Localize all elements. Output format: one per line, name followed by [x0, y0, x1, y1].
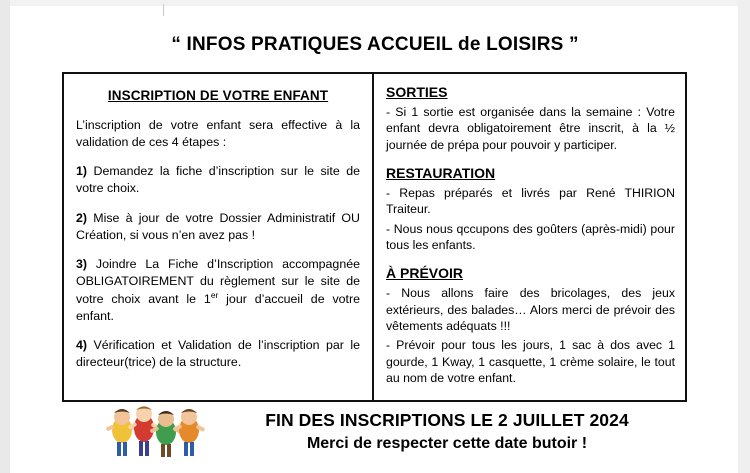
practical-info-column	[374, 74, 685, 400]
children-group-photo	[102, 404, 217, 464]
step-1-number: 1)	[76, 164, 88, 179]
a-prevoir-text-1: - Nous allons faire des bricolages, des jeux extérieurs, des balades… Alors merci de prévoir des vêtements adéquats !!!	[386, 286, 675, 334]
restauration-text-1: - Repas préparés et livrés par René THIRION Traiteur.	[386, 186, 675, 217]
step-3-text: Joindre La Fiche d’Inscription accompagnée OBLIGATOIREMENT du règlement sur le site de votre choix avant le 1er jour d’accueil de votre enfant.	[76, 257, 360, 323]
inscription-column	[64, 74, 374, 400]
restauration-heading: RESTAURATION	[386, 165, 496, 182]
inscription-step-2	[76, 210, 360, 243]
page-edge-right	[738, 0, 750, 473]
deadline-note: Merci de respecter cette date butoir !	[306, 435, 588, 452]
step-2-number: 2)	[76, 210, 88, 225]
sorties-text: - Si 1 sortie est organisée dans la semaine : Votre enfant devra obligatoirement être inscrit, à la ½ journée de prépa pour pouvoir y participer.	[386, 105, 675, 152]
inscription-step-1	[76, 163, 360, 196]
page-edge-left	[0, 0, 10, 473]
a-prevoir-text-2: - Prévoir pour tous les jours, 1 sac à dos avec 1 gourde, 1 Kway, 1 casquette, 1 crème solaire, le tout au nom de votre enfant.	[386, 338, 675, 386]
page-edge-top	[0, 0, 750, 6]
step-4-text: Vérification et Validation de l’inscription par le directeur(trice) de la structure.	[76, 338, 360, 370]
footer-banner	[62, 404, 687, 470]
deadline-text: FIN DES INSCRIPTIONS LE 2 JUILLET 2024	[265, 410, 629, 430]
a-prevoir-heading: À PRÉVOIR	[386, 265, 464, 282]
step-1-text: Demandez la fiche d’inscription sur le site de votre choix.	[76, 164, 360, 196]
page-title: “ INFOS PRATIQUES ACCUEIL de LOISIRS ”	[171, 34, 579, 55]
restauration-text-2: - Nous nous qccupons des goûters (après-midi) pour tous les enfants.	[386, 221, 675, 253]
step-4-number: 4)	[76, 338, 88, 353]
sorties-heading: SORTIES	[386, 84, 448, 100]
inscription-heading: INSCRIPTION DE VOTRE ENFANT	[107, 88, 329, 103]
inscription-step-3	[76, 256, 360, 324]
step-2-text: Mise à jour de votre Dossier Administratif OU Création, si vous n’en avez pas !	[76, 210, 360, 242]
footer-text-block	[212, 410, 682, 453]
info-table	[62, 72, 687, 402]
inscription-step-4	[76, 337, 360, 370]
step-3-number: 3)	[76, 257, 88, 272]
page-tick-mark	[163, 4, 164, 16]
inscription-intro: L’inscription de votre enfant sera effective à la validation de ces 4 étapes :	[76, 118, 360, 149]
